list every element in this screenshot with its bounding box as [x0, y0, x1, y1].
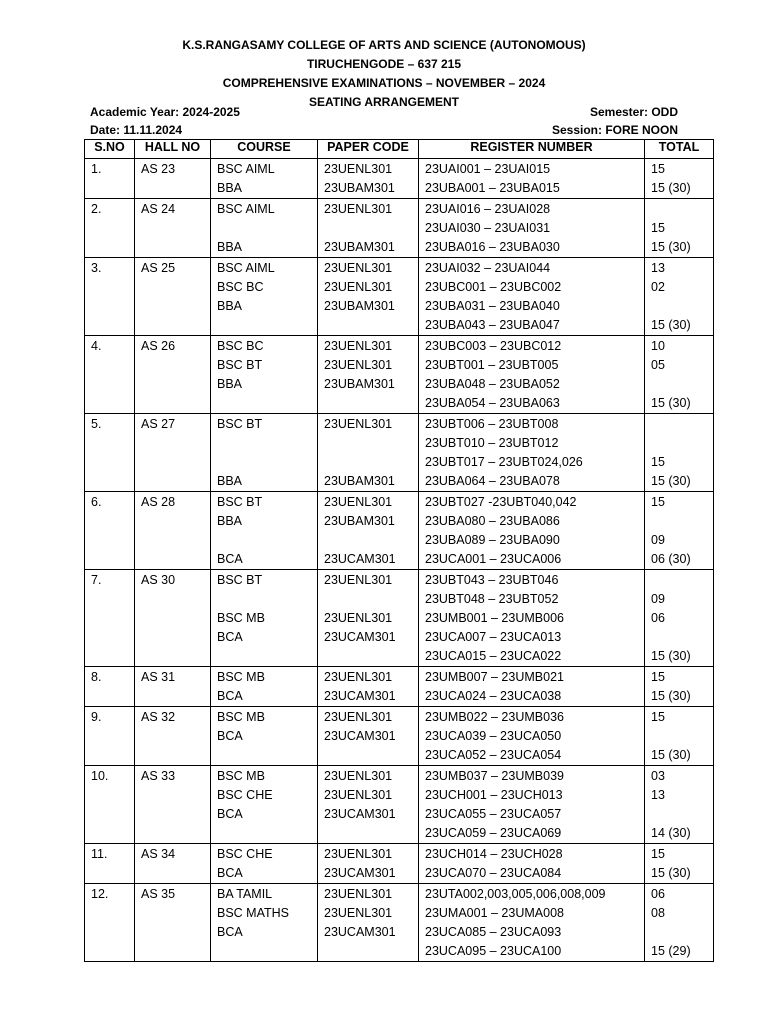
register-number-cell — [419, 336, 645, 414]
register-number: 23UBT017 – 23UBT024,026 — [425, 455, 583, 469]
serial-number-value: 11. — [91, 847, 108, 861]
register-number-cell — [419, 766, 645, 844]
total — [651, 727, 713, 746]
course: BCA — [217, 689, 243, 703]
total: 15 — [651, 221, 665, 235]
serial-number — [85, 570, 135, 667]
paper-code: 23UCAM301 — [324, 729, 396, 743]
paper-code: 23UENL301 — [324, 573, 393, 587]
course-cell — [211, 492, 318, 570]
paper-code-cell — [318, 414, 419, 492]
register-number-cell — [419, 199, 645, 258]
paper-code-cell — [318, 844, 419, 884]
total-cell — [645, 884, 714, 962]
course — [217, 316, 317, 335]
total-cell — [645, 159, 714, 199]
paper-code — [324, 453, 418, 472]
total: 06 — [651, 887, 665, 901]
register-number: 23UBT010 – 23UBT012 — [425, 436, 559, 450]
total — [651, 923, 713, 942]
total: 02 — [651, 280, 665, 294]
register-number: 23UMB022 – 23UMB036 — [425, 710, 564, 724]
table-body — [85, 159, 714, 962]
seating-table — [84, 139, 714, 962]
paper-code — [324, 647, 418, 666]
serial-number-value: 6. — [91, 495, 102, 509]
total: 15 (30) — [651, 689, 691, 703]
total — [651, 200, 713, 219]
serial-number-value: 1. — [91, 162, 102, 176]
paper-code: 23UENL301 — [324, 906, 393, 920]
total — [651, 434, 713, 453]
paper-code: 23UENL301 — [324, 417, 393, 431]
register-number: 23UBC003 – 23UBC012 — [425, 339, 562, 353]
hall-number — [135, 667, 211, 707]
exam-title: COMPREHENSIVE EXAMINATIONS – NOVEMBER – 2024 — [222, 76, 546, 90]
course-cell — [211, 766, 318, 844]
course: BBA — [217, 514, 243, 528]
paper-code: 23UENL301 — [324, 788, 393, 802]
total: 09 — [651, 592, 665, 606]
total: 06 (30) — [651, 552, 691, 566]
paper-code: 23UCAM301 — [324, 630, 396, 644]
course: BSC MB — [217, 670, 265, 684]
paper-code-cell — [318, 199, 419, 258]
table-row — [85, 159, 714, 199]
register-number: 23UAI030 – 23UAI031 — [425, 221, 551, 235]
course-cell — [211, 414, 318, 492]
column-header: REGISTER NUMBER — [419, 140, 645, 159]
college-name: K.S.RANGASAMY COLLEGE OF ARTS AND SCIENCE (AUTONOMOUS) — [182, 38, 586, 52]
course: BSC AIML — [217, 261, 275, 275]
paper-code — [324, 590, 418, 609]
total: 09 — [651, 533, 665, 547]
hall-number-value: AS 27 — [141, 417, 176, 431]
register-number: 23UTA002,003,005,006,008,009 — [425, 887, 606, 901]
table-row — [85, 336, 714, 414]
register-number: 23UCA055 – 23UCA057 — [425, 807, 562, 821]
total: 10 — [651, 339, 665, 353]
register-number: 23UCA085 – 23UCA093 — [425, 925, 562, 939]
table-header-row — [85, 140, 714, 159]
table-row — [85, 570, 714, 667]
table-row — [85, 884, 714, 962]
total: 15 — [651, 162, 665, 176]
paper-code — [324, 394, 418, 413]
total-cell — [645, 766, 714, 844]
register-number-cell — [419, 667, 645, 707]
course: BSC MATHS — [217, 906, 289, 920]
serial-number-value: 12. — [91, 887, 109, 901]
hall-number-value: AS 32 — [141, 710, 176, 724]
total: 05 — [651, 358, 665, 372]
register-number-cell — [419, 707, 645, 766]
paper-code: 23UENL301 — [324, 358, 393, 372]
table-row — [85, 492, 714, 570]
register-number: 23UAI001 – 23UAI015 — [425, 162, 551, 176]
table-row — [85, 667, 714, 707]
register-number: 23UAI016 – 23UAI028 — [425, 202, 551, 216]
paper-code: 23UENL301 — [324, 280, 393, 294]
total: 15 (30) — [651, 474, 691, 488]
course-cell — [211, 159, 318, 199]
serial-number-value: 2. — [91, 202, 102, 216]
paper-code — [324, 531, 418, 550]
paper-code: 23UENL301 — [324, 847, 393, 861]
course-cell — [211, 258, 318, 336]
total-cell — [645, 570, 714, 667]
register-number: 23UCH014 – 23UCH028 — [425, 847, 563, 861]
serial-number — [85, 707, 135, 766]
paper-code-cell — [318, 336, 419, 414]
total: 06 — [651, 611, 665, 625]
exam-date: Date: 11.11.2024 — [90, 123, 183, 137]
paper-code — [324, 746, 418, 765]
total: 15 — [651, 847, 665, 861]
course: BBA — [217, 181, 243, 195]
course: BSC MB — [217, 710, 265, 724]
course: BSC BT — [217, 495, 263, 509]
total: 15 (30) — [651, 866, 691, 880]
register-number-cell — [419, 414, 645, 492]
hall-number-value: AS 31 — [141, 670, 176, 684]
table-row — [85, 766, 714, 844]
total: 15 — [651, 670, 665, 684]
course: BBA — [217, 377, 243, 391]
total — [651, 415, 713, 434]
paper-code-cell — [318, 258, 419, 336]
course: BSC BT — [217, 417, 263, 431]
register-number: 23UBC001 – 23UBC002 — [425, 280, 562, 294]
total-cell — [645, 667, 714, 707]
register-number-cell — [419, 159, 645, 199]
register-number-cell — [419, 492, 645, 570]
hall-number — [135, 159, 211, 199]
total: 15 (30) — [651, 649, 691, 663]
register-number: 23UCA001 – 23UCA006 — [425, 552, 562, 566]
total — [651, 375, 713, 394]
course: BBA — [217, 299, 243, 313]
hall-number — [135, 336, 211, 414]
total: 15 (30) — [651, 318, 691, 332]
document-header — [0, 36, 768, 112]
register-number: 23UMB001 – 23UMB006 — [425, 611, 564, 625]
paper-code: 23UENL301 — [324, 670, 393, 684]
register-number: 23UCA059 – 23UCA069 — [425, 826, 562, 840]
paper-code: 23UBAM301 — [324, 299, 395, 313]
paper-code-cell — [318, 159, 419, 199]
hall-number-value: AS 26 — [141, 339, 176, 353]
academic-year: Academic Year: 2024-2025 — [90, 105, 240, 119]
total: 08 — [651, 906, 665, 920]
hall-number — [135, 199, 211, 258]
paper-code-cell — [318, 492, 419, 570]
paper-code: 23UENL301 — [324, 261, 393, 275]
serial-number — [85, 844, 135, 884]
hall-number — [135, 258, 211, 336]
course — [217, 434, 317, 453]
hall-number — [135, 844, 211, 884]
course-cell — [211, 844, 318, 884]
hall-number — [135, 766, 211, 844]
register-number-cell — [419, 884, 645, 962]
serial-number-value: 10. — [91, 769, 109, 783]
course: BCA — [217, 866, 243, 880]
serial-number — [85, 766, 135, 844]
column-header: S.NO — [85, 140, 135, 159]
course — [217, 942, 317, 961]
course: BCA — [217, 552, 243, 566]
paper-code: 23UBAM301 — [324, 474, 395, 488]
course — [217, 824, 317, 843]
register-number: 23UCH001 – 23UCH013 — [425, 788, 563, 802]
serial-number-value: 3. — [91, 261, 102, 275]
register-number: 23UBA043 – 23UBA047 — [425, 318, 560, 332]
course: BBA — [217, 240, 243, 254]
course: BA TAMIL — [217, 887, 273, 901]
paper-code: 23UENL301 — [324, 162, 393, 176]
register-number: 23UMA001 – 23UMA008 — [425, 906, 564, 920]
total — [651, 628, 713, 647]
register-number: 23UBA089 – 23UBA090 — [425, 533, 560, 547]
total: 15 — [651, 495, 665, 509]
hall-number — [135, 570, 211, 667]
total-cell — [645, 707, 714, 766]
register-number: 23UBT001 – 23UBT005 — [425, 358, 559, 372]
register-number: 23UBA080 – 23UBA086 — [425, 514, 560, 528]
column-header: COURSE — [211, 140, 318, 159]
course-cell — [211, 707, 318, 766]
course — [217, 453, 317, 472]
hall-number-value: AS 25 — [141, 261, 176, 275]
serial-number — [85, 199, 135, 258]
course — [217, 219, 317, 238]
course: BSC MB — [217, 769, 265, 783]
paper-code-cell — [318, 884, 419, 962]
total: 14 (30) — [651, 826, 691, 840]
serial-number-value: 8. — [91, 670, 102, 684]
column-header: HALL NO — [135, 140, 211, 159]
serial-number-value: 4. — [91, 339, 102, 353]
paper-code: 23UENL301 — [324, 887, 393, 901]
course: BSC AIML — [217, 162, 275, 176]
college-location: TIRUCHENGODE – 637 215 — [306, 57, 462, 71]
course-cell — [211, 570, 318, 667]
register-number: 23UCA007 – 23UCA013 — [425, 630, 562, 644]
paper-code: 23UENL301 — [324, 611, 393, 625]
total: 03 — [651, 769, 665, 783]
course: BCA — [217, 729, 243, 743]
paper-code: 23UBAM301 — [324, 377, 395, 391]
register-number: 23UBT043 – 23UBT046 — [425, 573, 559, 587]
paper-code: 23UCAM301 — [324, 807, 396, 821]
course: BSC BT — [217, 573, 263, 587]
column-header: PAPER CODE — [318, 140, 419, 159]
register-number: 23UCA015 – 23UCA022 — [425, 649, 562, 663]
total — [651, 805, 713, 824]
hall-number-value: AS 23 — [141, 162, 176, 176]
total: 15 (30) — [651, 240, 691, 254]
register-number: 23UCA039 – 23UCA050 — [425, 729, 562, 743]
total: 15 (30) — [651, 181, 691, 195]
paper-code: 23UENL301 — [324, 769, 393, 783]
paper-code — [324, 219, 418, 238]
serial-number — [85, 667, 135, 707]
register-number: 23UBA016 – 23UBA030 — [425, 240, 560, 254]
hall-number — [135, 707, 211, 766]
paper-code-cell — [318, 570, 419, 667]
register-number: 23UCA024 – 23UCA038 — [425, 689, 562, 703]
register-number: 23UMB037 – 23UMB039 — [425, 769, 564, 783]
hall-number — [135, 884, 211, 962]
table-row — [85, 844, 714, 884]
paper-code: 23UCAM301 — [324, 552, 396, 566]
hall-number — [135, 492, 211, 570]
course — [217, 647, 317, 666]
total-cell — [645, 199, 714, 258]
total: 15 (30) — [651, 396, 691, 410]
course: BSC BC — [217, 280, 264, 294]
register-number-cell — [419, 570, 645, 667]
serial-number — [85, 258, 135, 336]
register-number-cell — [419, 844, 645, 884]
total: 15 (29) — [651, 944, 691, 958]
course: BSC BC — [217, 339, 264, 353]
hall-number-value: AS 34 — [141, 847, 176, 861]
table-row — [85, 258, 714, 336]
course — [217, 590, 317, 609]
total — [651, 512, 713, 531]
register-number-cell — [419, 258, 645, 336]
paper-code — [324, 434, 418, 453]
serial-number-value: 5. — [91, 417, 102, 431]
course-cell — [211, 336, 318, 414]
course: BSC AIML — [217, 202, 275, 216]
total — [651, 571, 713, 590]
course: BBA — [217, 474, 243, 488]
column-header: TOTAL — [645, 140, 714, 159]
serial-number — [85, 492, 135, 570]
paper-code: 23UENL301 — [324, 202, 393, 216]
total-cell — [645, 492, 714, 570]
serial-number — [85, 884, 135, 962]
paper-code: 23UBAM301 — [324, 240, 395, 254]
total: 15 — [651, 455, 665, 469]
total: 15 (30) — [651, 748, 691, 762]
register-number: 23UBT006 – 23UBT008 — [425, 417, 559, 431]
course: BCA — [217, 807, 243, 821]
register-number: 23UBA048 – 23UBA052 — [425, 377, 560, 391]
course: BCA — [217, 630, 243, 644]
course-cell — [211, 884, 318, 962]
register-number: 23UCA070 – 23UCA084 — [425, 866, 562, 880]
register-number: 23UAI032 – 23UAI044 — [425, 261, 551, 275]
paper-code: 23UENL301 — [324, 339, 393, 353]
register-number: 23UBA054 – 23UBA063 — [425, 396, 560, 410]
register-number: 23UBT048 – 23UBT052 — [425, 592, 559, 606]
total: 13 — [651, 261, 665, 275]
register-number: 23UBA031 – 23UBA040 — [425, 299, 560, 313]
course — [217, 531, 317, 550]
session: Session: FORE NOON — [551, 123, 678, 137]
semester: Semester: ODD — [589, 105, 678, 119]
paper-code: 23UCAM301 — [324, 866, 396, 880]
course — [217, 746, 317, 765]
register-number: 23UMB007 – 23UMB021 — [425, 670, 564, 684]
course: BSC CHE — [217, 788, 273, 802]
course: BSC CHE — [217, 847, 273, 861]
paper-code — [324, 824, 418, 843]
paper-code: 23UENL301 — [324, 495, 393, 509]
serial-number-value: 7. — [91, 573, 102, 587]
table-row — [85, 199, 714, 258]
hall-number-value: AS 35 — [141, 887, 176, 901]
paper-code-cell — [318, 667, 419, 707]
hall-number-value: AS 30 — [141, 573, 176, 587]
hall-number-value: AS 33 — [141, 769, 176, 783]
paper-code: 23UBAM301 — [324, 181, 395, 195]
total-cell — [645, 336, 714, 414]
paper-code-cell — [318, 766, 419, 844]
course-cell — [211, 199, 318, 258]
total: 13 — [651, 788, 665, 802]
hall-number-value: AS 24 — [141, 202, 176, 216]
register-number: 23UCA052 – 23UCA054 — [425, 748, 562, 762]
paper-code: 23UCAM301 — [324, 925, 396, 939]
register-number: 23UBA064 – 23UBA078 — [425, 474, 560, 488]
course: BSC BT — [217, 358, 263, 372]
paper-code: 23UCAM301 — [324, 689, 396, 703]
serial-number — [85, 159, 135, 199]
total-cell — [645, 414, 714, 492]
paper-code: 23UENL301 — [324, 710, 393, 724]
paper-code-cell — [318, 707, 419, 766]
hall-number-value: AS 28 — [141, 495, 176, 509]
serial-number — [85, 414, 135, 492]
course: BCA — [217, 925, 243, 939]
paper-code — [324, 942, 418, 961]
course — [217, 394, 317, 413]
hall-number — [135, 414, 211, 492]
register-number: 23UBA001 – 23UBA015 — [425, 181, 560, 195]
paper-code: 23UBAM301 — [324, 514, 395, 528]
register-number: 23UCA095 – 23UCA100 — [425, 944, 562, 958]
paper-code — [324, 316, 418, 335]
table-row — [85, 414, 714, 492]
course: BSC MB — [217, 611, 265, 625]
course-cell — [211, 667, 318, 707]
register-number: 23UBT027 -23UBT040,042 — [425, 495, 577, 509]
total — [651, 297, 713, 316]
total-cell — [645, 258, 714, 336]
serial-number-value: 9. — [91, 710, 102, 724]
serial-number — [85, 336, 135, 414]
document-title: SEATING ARRANGEMENT — [309, 95, 459, 109]
table-row — [85, 707, 714, 766]
total-cell — [645, 844, 714, 884]
total: 15 — [651, 710, 665, 724]
